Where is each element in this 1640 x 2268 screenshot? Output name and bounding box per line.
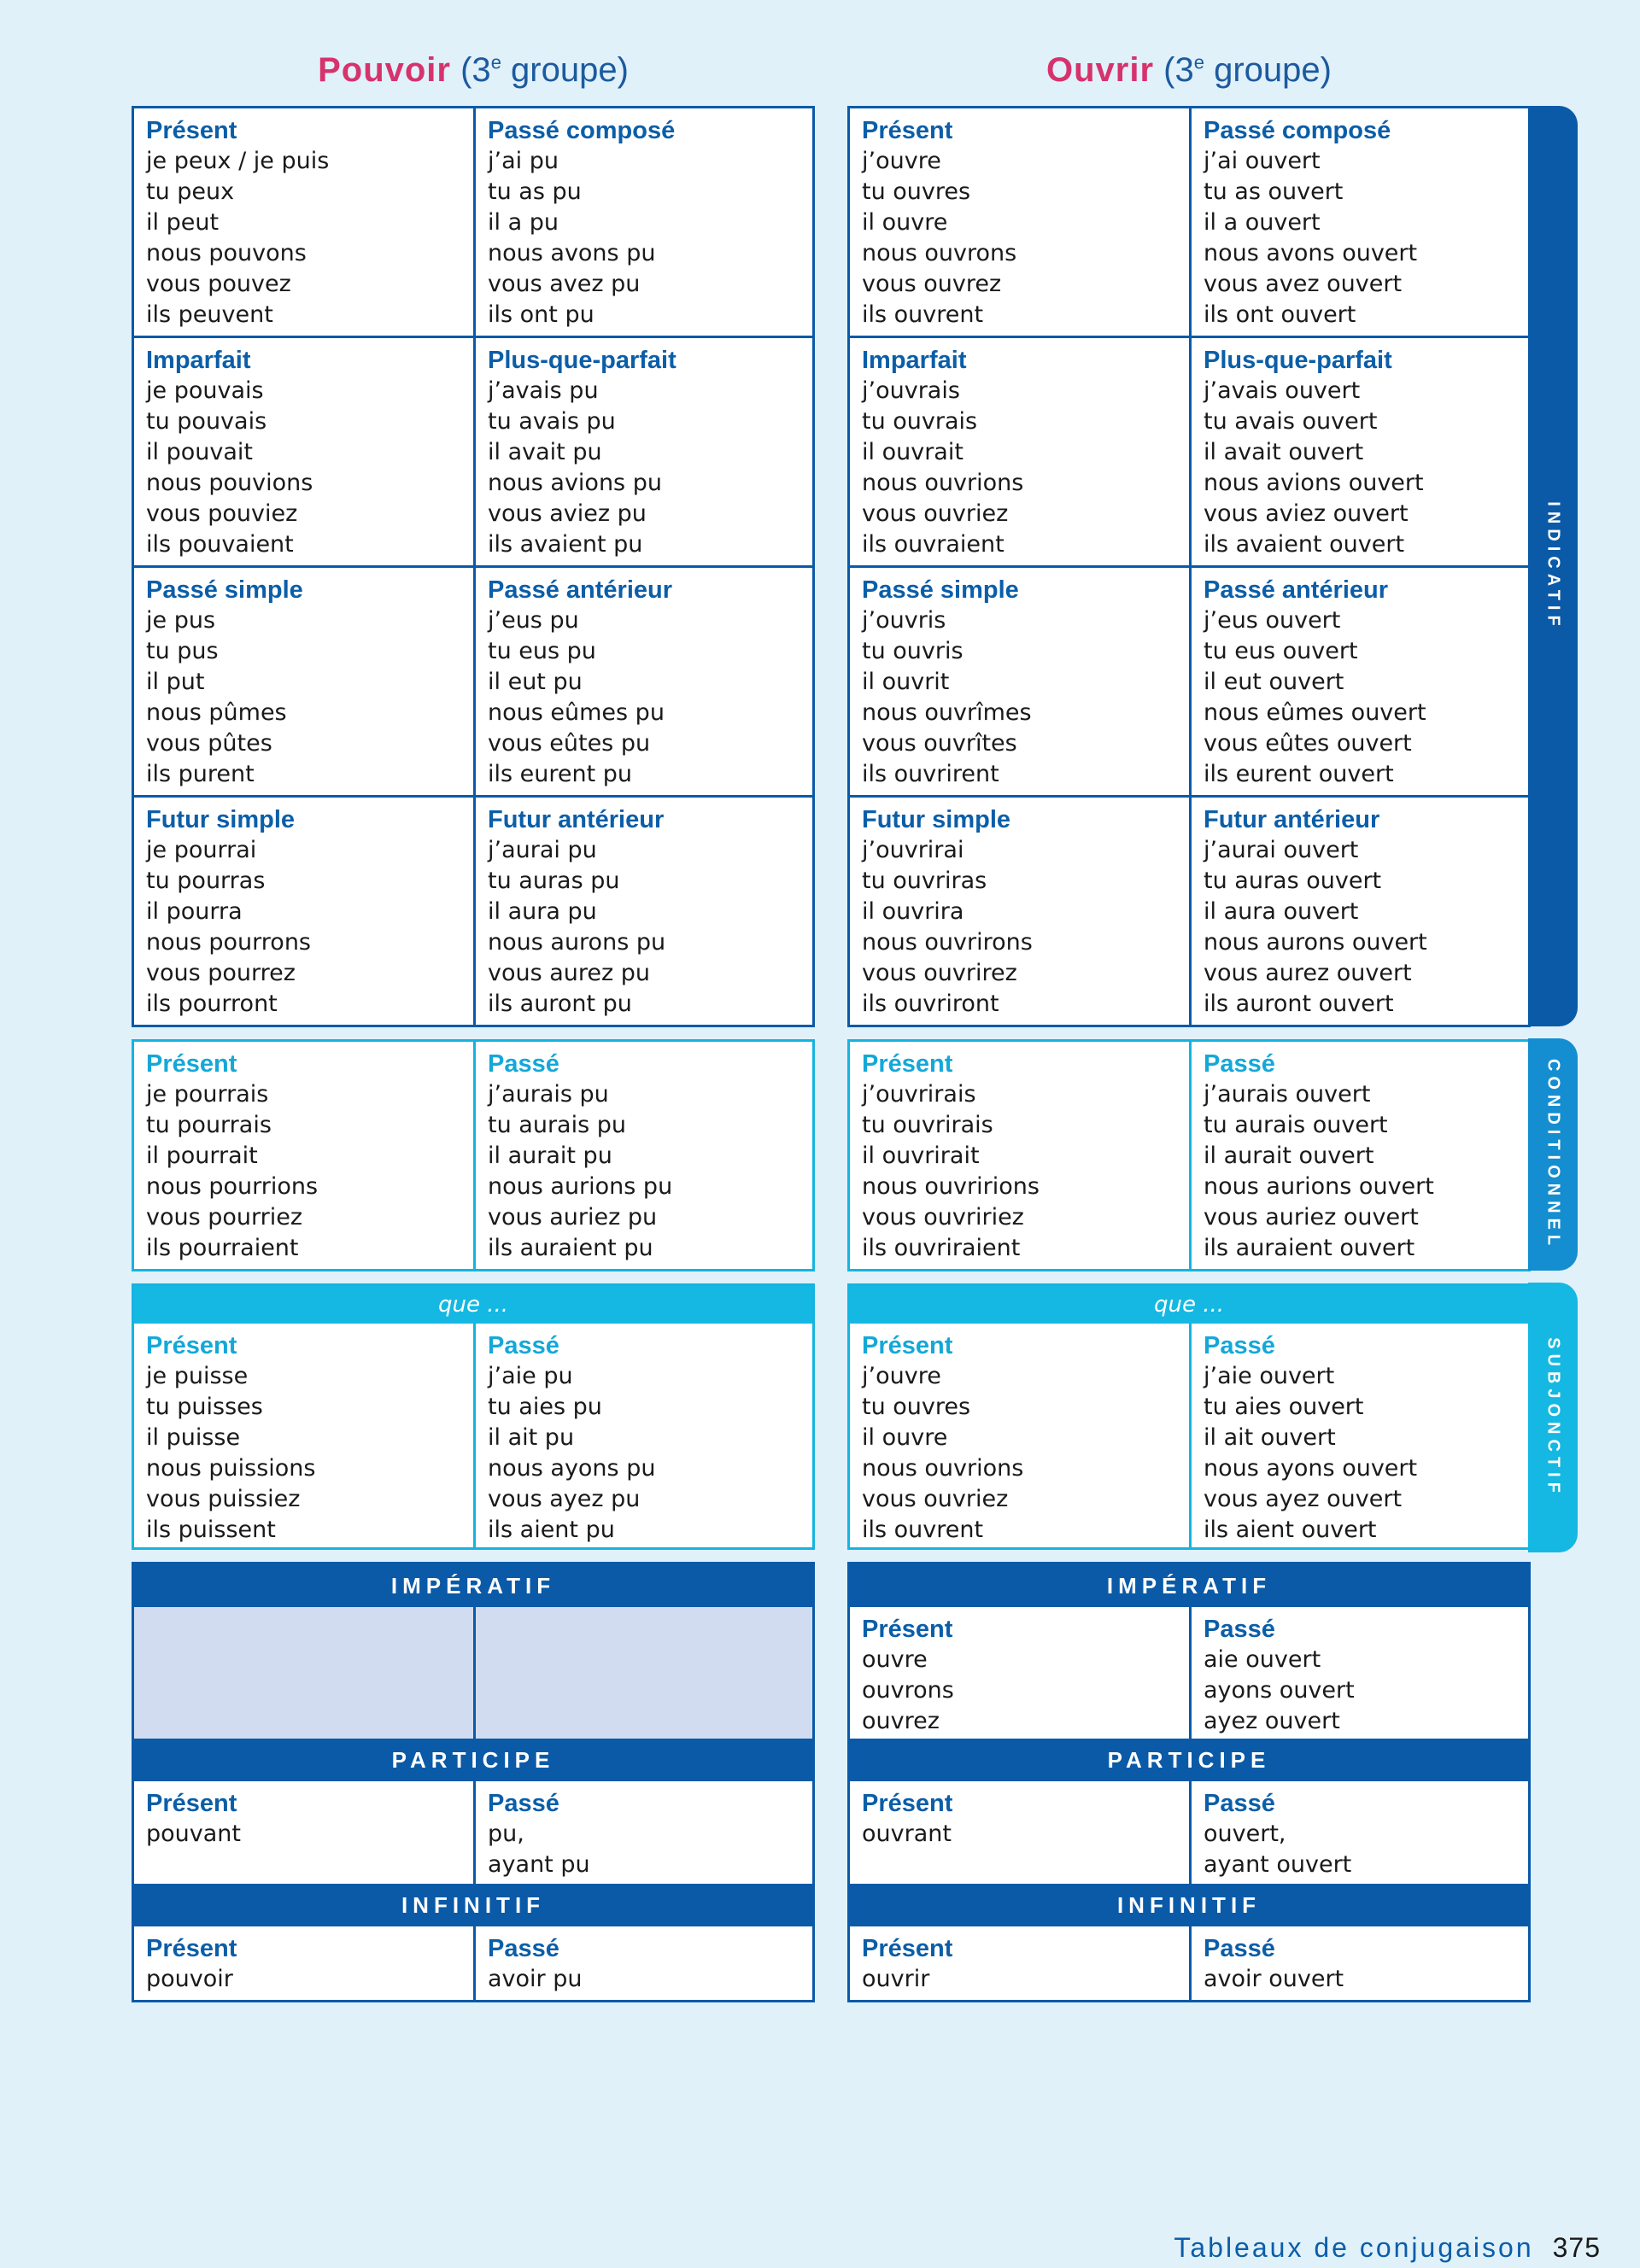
tense-row [134,565,812,795]
tense-cell [134,1324,473,1547]
verb-group-sup: e [1193,51,1204,73]
conjugation-line: j’ai pu [488,148,559,174]
conjugation-line: il eut ouvert [1204,669,1344,695]
conjugation-line: tu ouvres [862,1394,971,1420]
tense-cell [134,108,473,336]
conjugation-line: j’avais ouvert [1204,377,1361,404]
tense-row [134,336,812,565]
conjugation-line: ils eurent ouvert [1204,761,1394,787]
tense-cell [1189,108,1528,336]
tense-cell [134,568,473,795]
imperatif-bar: IMPÉRATIF [850,1564,1528,1607]
conjugation-line: avoir ouvert [1204,1966,1344,1992]
tense-cell [134,1781,473,1884]
conjugation-line: vous ouvrîtes [862,730,1017,757]
conjugation-line: ils purent [146,761,255,787]
lower-modes-block [132,1562,815,2002]
conjugation-line: ouvre [862,1646,928,1673]
tense-cell [473,1781,812,1884]
indicatif-block [847,106,1531,1027]
tense-heading: Passé [488,1935,559,1962]
conjugation-line: il put [146,669,205,695]
conjugation-line: tu ouvres [862,178,971,205]
conjugation-line: nous eûmes pu [488,699,665,726]
tense-cell [1189,1042,1528,1269]
conjugation-line: tu aurais ouvert [1204,1112,1388,1138]
tense-heading: Présent [862,1616,953,1643]
conjugation-line: il aura ouvert [1204,898,1359,925]
conjugation-line: ils ouvriront [862,991,999,1017]
conjugation-line: ouvrons [862,1677,954,1704]
conjugation-line: il a pu [488,209,559,236]
conjugation-line: nous ouvrirons [862,929,1033,956]
tense-row [850,336,1528,565]
conjugation-line: vous aurez ouvert [1204,960,1412,986]
conjugation-line: ils ont pu [488,301,594,328]
tense-heading: Plus-que-parfait [488,347,676,374]
indicatif-block [132,106,815,1027]
conjugation-line: ils auraient ouvert [1204,1235,1415,1261]
conjugation-line: nous ouvrîmes [862,699,1032,726]
tense-cell [1189,568,1528,795]
tense-cell [134,1926,473,2000]
tense-heading: Présent [862,1935,953,1962]
tense-heading: Présent [862,1332,953,1359]
tense-cell [473,338,812,565]
conjugation-line: j’aurai ouvert [1204,837,1359,863]
conjugation-line: je pouvais [146,377,264,404]
conjugation-line: j’eus ouvert [1204,607,1341,634]
tense-row [134,1042,812,1269]
conjugation-line: ayant ouvert [1204,1851,1352,1878]
conjugation-line: nous ayons pu [488,1455,656,1482]
conjugation-line: vous ouvriez [862,500,1009,527]
tense-heading: Passé [1204,1790,1275,1817]
conjugation-line: ils auront pu [488,991,632,1017]
conjugation-line: il pourrait [146,1143,258,1169]
infinitif-bar: INFINITIF [134,1884,812,1926]
conditionnel-tab-label: CONDITIONNEL [1543,1058,1563,1251]
tense-cell [1189,1781,1528,1884]
conjugation-line: ils ouvrirent [862,761,999,787]
conjugation-line: vous aviez pu [488,500,647,527]
conjugation-line: pouvoir [146,1966,233,1992]
conjugation-line: nous ouvrions [862,1455,1024,1482]
indicatif-tab-label: INDICATIF [1543,501,1563,631]
tense-heading: Passé [1204,1935,1275,1962]
conjugation-line: nous avions pu [488,470,662,496]
conjugation-line: il avait pu [488,439,602,465]
conjugation-line: je pus [146,607,216,634]
conjugation-line: tu pus [146,638,219,664]
conjugation-line: vous ouvrirez [862,960,1017,986]
participe-bar: PARTICIPE [134,1739,812,1781]
conjugation-line: j’ouvrirai [862,837,964,863]
tense-row [134,795,812,1025]
tense-cell [1189,1926,1528,2000]
tense-heading: Futur antérieur [488,806,665,833]
conjugation-line: tu aurais pu [488,1112,626,1138]
conjugation-line: il eut pu [488,669,583,695]
conjugation-line: il pouvait [146,439,253,465]
tense-row [134,108,812,336]
conjugation-line: ils pourraient [146,1235,299,1261]
conjugation-line: ils auraient pu [488,1235,653,1261]
conjugation-line: vous ouvriez [862,1486,1009,1512]
conjugation-line: je pourrai [146,837,257,863]
conjugation-line: il aura pu [488,898,597,925]
conjugation-line: je pourrais [146,1081,269,1108]
conjugation-line: ils pouvaient [146,531,294,558]
conjugation-line: il pourra [146,898,243,925]
conjugation-line: ouvrez [862,1708,940,1734]
tense-cell [134,798,473,1025]
conjugation-line: nous avons pu [488,240,656,266]
conjugation-line: j’aie pu [488,1363,573,1389]
conjugation-line: vous ayez ouvert [1204,1486,1403,1512]
conjugation-line: nous ouvririons [862,1173,1040,1200]
tense-cell [473,568,812,795]
conjugation-line: j’ai ouvert [1204,148,1321,174]
conjugation-line: ils aient ouvert [1204,1517,1377,1543]
tense-cell [134,1042,473,1269]
tense-heading: Passé [488,1050,559,1078]
conjugation-line: ils ouvriraient [862,1235,1021,1261]
conjugation-line: nous puissions [146,1455,316,1482]
conjugation-line: avoir pu [488,1966,583,1992]
conjugation-line: ils aient pu [488,1517,615,1543]
tense-row [850,108,1528,336]
conjugation-line: j’ouvrirais [862,1081,976,1108]
tense-heading: Présent [862,1050,953,1078]
conjugation-line: tu pourras [146,868,266,894]
conjugation-line: ils auront ouvert [1204,991,1394,1017]
tense-heading: Plus-que-parfait [1204,347,1392,374]
conjugation-line: ils ouvrent [862,301,984,328]
participe-row [134,1781,812,1884]
subjonctif-tab [1528,1283,1578,1552]
verb-title-pouvoir [132,51,815,90]
subjonctif-block [132,1283,815,1550]
conjugation-line: ils avaient pu [488,531,643,558]
tense-cell [850,1781,1189,1884]
conjugation-line: tu aies ouvert [1204,1394,1364,1420]
conjugation-line: vous ouvrez [862,271,1002,297]
conjugation-line: il ait pu [488,1424,575,1451]
conjugation-line: tu aies pu [488,1394,602,1420]
conjugation-line: vous pourrez [146,960,296,986]
tense-heading: Passé [1204,1050,1275,1078]
conjugation-line: vous pûtes [146,730,272,757]
conjugation-line: je peux / je puis [146,148,330,174]
conjugation-line: ils eurent pu [488,761,633,787]
conjugation-line: j’ouvris [862,607,946,634]
infinitif-bar: INFINITIF [850,1884,1528,1926]
conjugation-line: il ait ouvert [1204,1424,1336,1451]
conjugation-line: nous eûmes ouvert [1204,699,1426,726]
conjugation-line: vous puissiez [146,1486,301,1512]
conjugation-line: nous pourrons [146,929,311,956]
conjugation-line: vous auriez ouvert [1204,1204,1419,1230]
conjugation-line: ouvrir [862,1966,930,1992]
verb-group-rest: groupe) [1204,51,1332,89]
tense-heading: Futur simple [862,806,1011,833]
tense-row [850,1324,1528,1547]
conjugation-line: pouvant [146,1821,241,1847]
conjugation-line: tu avais ouvert [1204,408,1378,435]
conjugation-line: tu eus pu [488,638,596,664]
conjugation-line: nous aurions ouvert [1204,1173,1434,1200]
conjugation-line: il avait ouvert [1204,439,1364,465]
conjugation-line: nous pourrions [146,1173,319,1200]
page-footer [1174,2230,1601,2265]
conjugation-line: aie ouvert [1204,1646,1321,1673]
conjugation-line: ouvert, [1204,1821,1286,1847]
tense-cell [850,568,1189,795]
conjugation-line: nous pouvons [146,240,307,266]
conjugation-line: ayons ouvert [1204,1677,1355,1704]
tense-heading: Présent [146,1050,237,1078]
conjugation-line: nous aurons ouvert [1204,929,1427,956]
conjugation-line: vous avez ouvert [1204,271,1403,297]
conjugation-line: nous ouvrions [862,470,1024,496]
tense-cell [850,1324,1189,1547]
conjugation-line: j’ouvrais [862,377,960,404]
conjugation-line: tu ouvriras [862,868,987,894]
conjugation-line: vous avez pu [488,271,641,297]
conjugation-line: tu eus ouvert [1204,638,1358,664]
conjugation-line: vous pouvez [146,271,291,297]
conjugation-line: tu ouvris [862,638,964,664]
imperatif-row [134,1607,812,1739]
tense-heading: Passé simple [862,576,1019,604]
tense-heading: Passé antérieur [488,576,673,604]
tense-cell [850,338,1189,565]
conjugation-line: j’aurais ouvert [1204,1081,1371,1108]
conjugation-line: il aurait pu [488,1143,612,1169]
conjugation-line: nous aurions pu [488,1173,673,1200]
tense-heading: Passé composé [1204,117,1391,144]
conjugation-line: ayez ouvert [1204,1708,1340,1734]
conjugation-line: vous ayez pu [488,1486,641,1512]
participe-bar: PARTICIPE [850,1739,1528,1781]
conjugation-line: nous ouvrons [862,240,1017,266]
conjugation-line: tu as pu [488,178,582,205]
tense-heading: Présent [146,1790,237,1817]
tense-cell [1189,1607,1528,1739]
conjugation-line: il peut [146,209,220,236]
que-bar: que ... [134,1286,812,1324]
infinitif-row [850,1926,1528,2000]
tense-heading: Passé [1204,1332,1275,1359]
verb-group-open: (3 [460,51,491,89]
tense-row [850,795,1528,1025]
conjugation-line: ils pourront [146,991,278,1017]
tense-cell [1189,1324,1528,1547]
conjugation-line: il puisse [146,1424,241,1451]
conjugation-line: ils ouvrent [862,1517,984,1543]
verb-title-ouvrir [847,51,1531,90]
indicatif-tab [1528,106,1578,1026]
imperatif-row [850,1607,1528,1739]
conjugation-line: il ouvrait [862,439,964,465]
tense-cell [473,1324,812,1547]
imperatif-empty-cell [134,1607,473,1739]
tense-cell [473,108,812,336]
conjugation-column-ouvrir [847,106,1531,2002]
conjugation-line: tu pouvais [146,408,267,435]
conjugation-line: il a ouvert [1204,209,1321,236]
conjugation-line: vous auriez pu [488,1204,658,1230]
tense-heading: Passé composé [488,117,676,144]
tense-cell [134,338,473,565]
tense-row [134,1324,812,1547]
tense-heading: Présent [146,117,237,144]
tense-heading: Passé [488,1790,559,1817]
tense-row [850,565,1528,795]
tense-cell [1189,338,1528,565]
conditionnel-block [132,1039,815,1271]
tense-heading: Présent [146,1935,237,1962]
conjugation-line: nous pouvions [146,470,313,496]
conjugation-line: tu pourrais [146,1112,272,1138]
verb-name: Pouvoir [318,51,451,89]
tense-heading: Passé simple [146,576,303,604]
conjugation-line: ils ouvraient [862,531,1004,558]
tense-cell [1189,798,1528,1025]
conjugation-line: tu as ouvert [1204,178,1344,205]
conjugation-line: nous avons ouvert [1204,240,1418,266]
tense-cell [850,108,1189,336]
tense-cell [850,1926,1189,2000]
conjugation-line: j’aurais pu [488,1081,609,1108]
conjugation-line: ayant pu [488,1851,590,1878]
conjugation-line: ils peuvent [146,301,273,328]
conjugation-line: j’ouvre [862,148,941,174]
conjugation-line: vous eûtes pu [488,730,651,757]
tense-heading: Futur antérieur [1204,806,1380,833]
tense-heading: Passé antérieur [1204,576,1389,604]
conjugation-line: vous pouviez [146,500,298,527]
conjugation-line: il ouvre [862,1424,948,1451]
conjugation-line: tu auras pu [488,868,620,894]
conjugation-line: je puisse [146,1363,249,1389]
conjugation-line: tu puisses [146,1394,263,1420]
conjugation-line: j’aurai pu [488,837,597,863]
conjugation-line: vous aurez pu [488,960,651,986]
conditionnel-tab [1528,1038,1578,1271]
tense-cell [473,798,812,1025]
conjugation-line: tu peux [146,178,235,205]
conjugation-line: nous ayons ouvert [1204,1455,1418,1482]
conjugation-line: vous pourriez [146,1204,303,1230]
conjugation-line: vous ouvririez [862,1204,1024,1230]
conjugation-line: ils ont ouvert [1204,301,1356,328]
tense-heading: Présent [862,1790,953,1817]
page-number: 375 [1552,2232,1601,2263]
tense-heading: Imparfait [862,347,967,374]
tense-heading: Présent [146,1332,237,1359]
conjugation-line: il aurait ouvert [1204,1143,1374,1169]
conjugation-line: j’eus pu [488,607,579,634]
conjugation-line: j’ouvre [862,1363,941,1389]
subjonctif-tab-label: SUBJONCTIF [1543,1337,1563,1498]
conjugation-line: j’avais pu [488,377,599,404]
conjugation-line: il ouvrit [862,669,950,695]
conjugation-line: il ouvre [862,209,948,236]
tense-heading: Présent [862,117,953,144]
tense-cell [850,798,1189,1025]
imperatif-bar: IMPÉRATIF [134,1564,812,1607]
conjugation-line: j’aie ouvert [1204,1363,1335,1389]
conjugation-line: tu ouvrais [862,408,978,435]
tense-heading: Futur simple [146,806,296,833]
conjugation-line: ouvrant [862,1821,952,1847]
tense-row [850,1042,1528,1269]
conjugation-line: tu avais pu [488,408,616,435]
footer-title: Tableaux de conjugaison [1174,2232,1534,2263]
conjugation-line: vous eûtes ouvert [1204,730,1412,757]
subjonctif-block [847,1283,1531,1550]
conjugation-line: ils avaient ouvert [1204,531,1405,558]
tense-heading: Passé [1204,1616,1275,1643]
infinitif-row [134,1926,812,2000]
participe-row [850,1781,1528,1884]
tense-cell [473,1926,812,2000]
conjugation-line: il ouvrira [862,898,964,925]
conditionnel-block [847,1039,1531,1271]
tense-heading: Passé [488,1332,559,1359]
conjugation-column-pouvoir [132,106,815,2002]
que-bar: que ... [850,1286,1528,1324]
tense-cell [850,1607,1189,1739]
conjugation-line: nous avions ouvert [1204,470,1424,496]
lower-modes-block [847,1562,1531,2002]
conjugation-line: ils puissent [146,1517,276,1543]
tense-cell [473,1042,812,1269]
verb-group-rest: groupe) [501,51,629,89]
conjugation-line: tu auras ouvert [1204,868,1382,894]
conjugation-line: pu, [488,1821,524,1847]
conjugation-line: nous aurons pu [488,929,666,956]
tense-heading: Imparfait [146,347,251,374]
verb-name: Ouvrir [1046,51,1155,89]
conjugation-line: il ouvrirait [862,1143,980,1169]
verb-group-open: (3 [1163,51,1194,89]
conjugation-line: vous aviez ouvert [1204,500,1409,527]
verb-group-sup: e [490,51,501,73]
conjugation-line: nous pûmes [146,699,287,726]
imperatif-empty-cell [473,1607,812,1739]
tense-cell [850,1042,1189,1269]
conjugation-line: tu ouvrirais [862,1112,993,1138]
